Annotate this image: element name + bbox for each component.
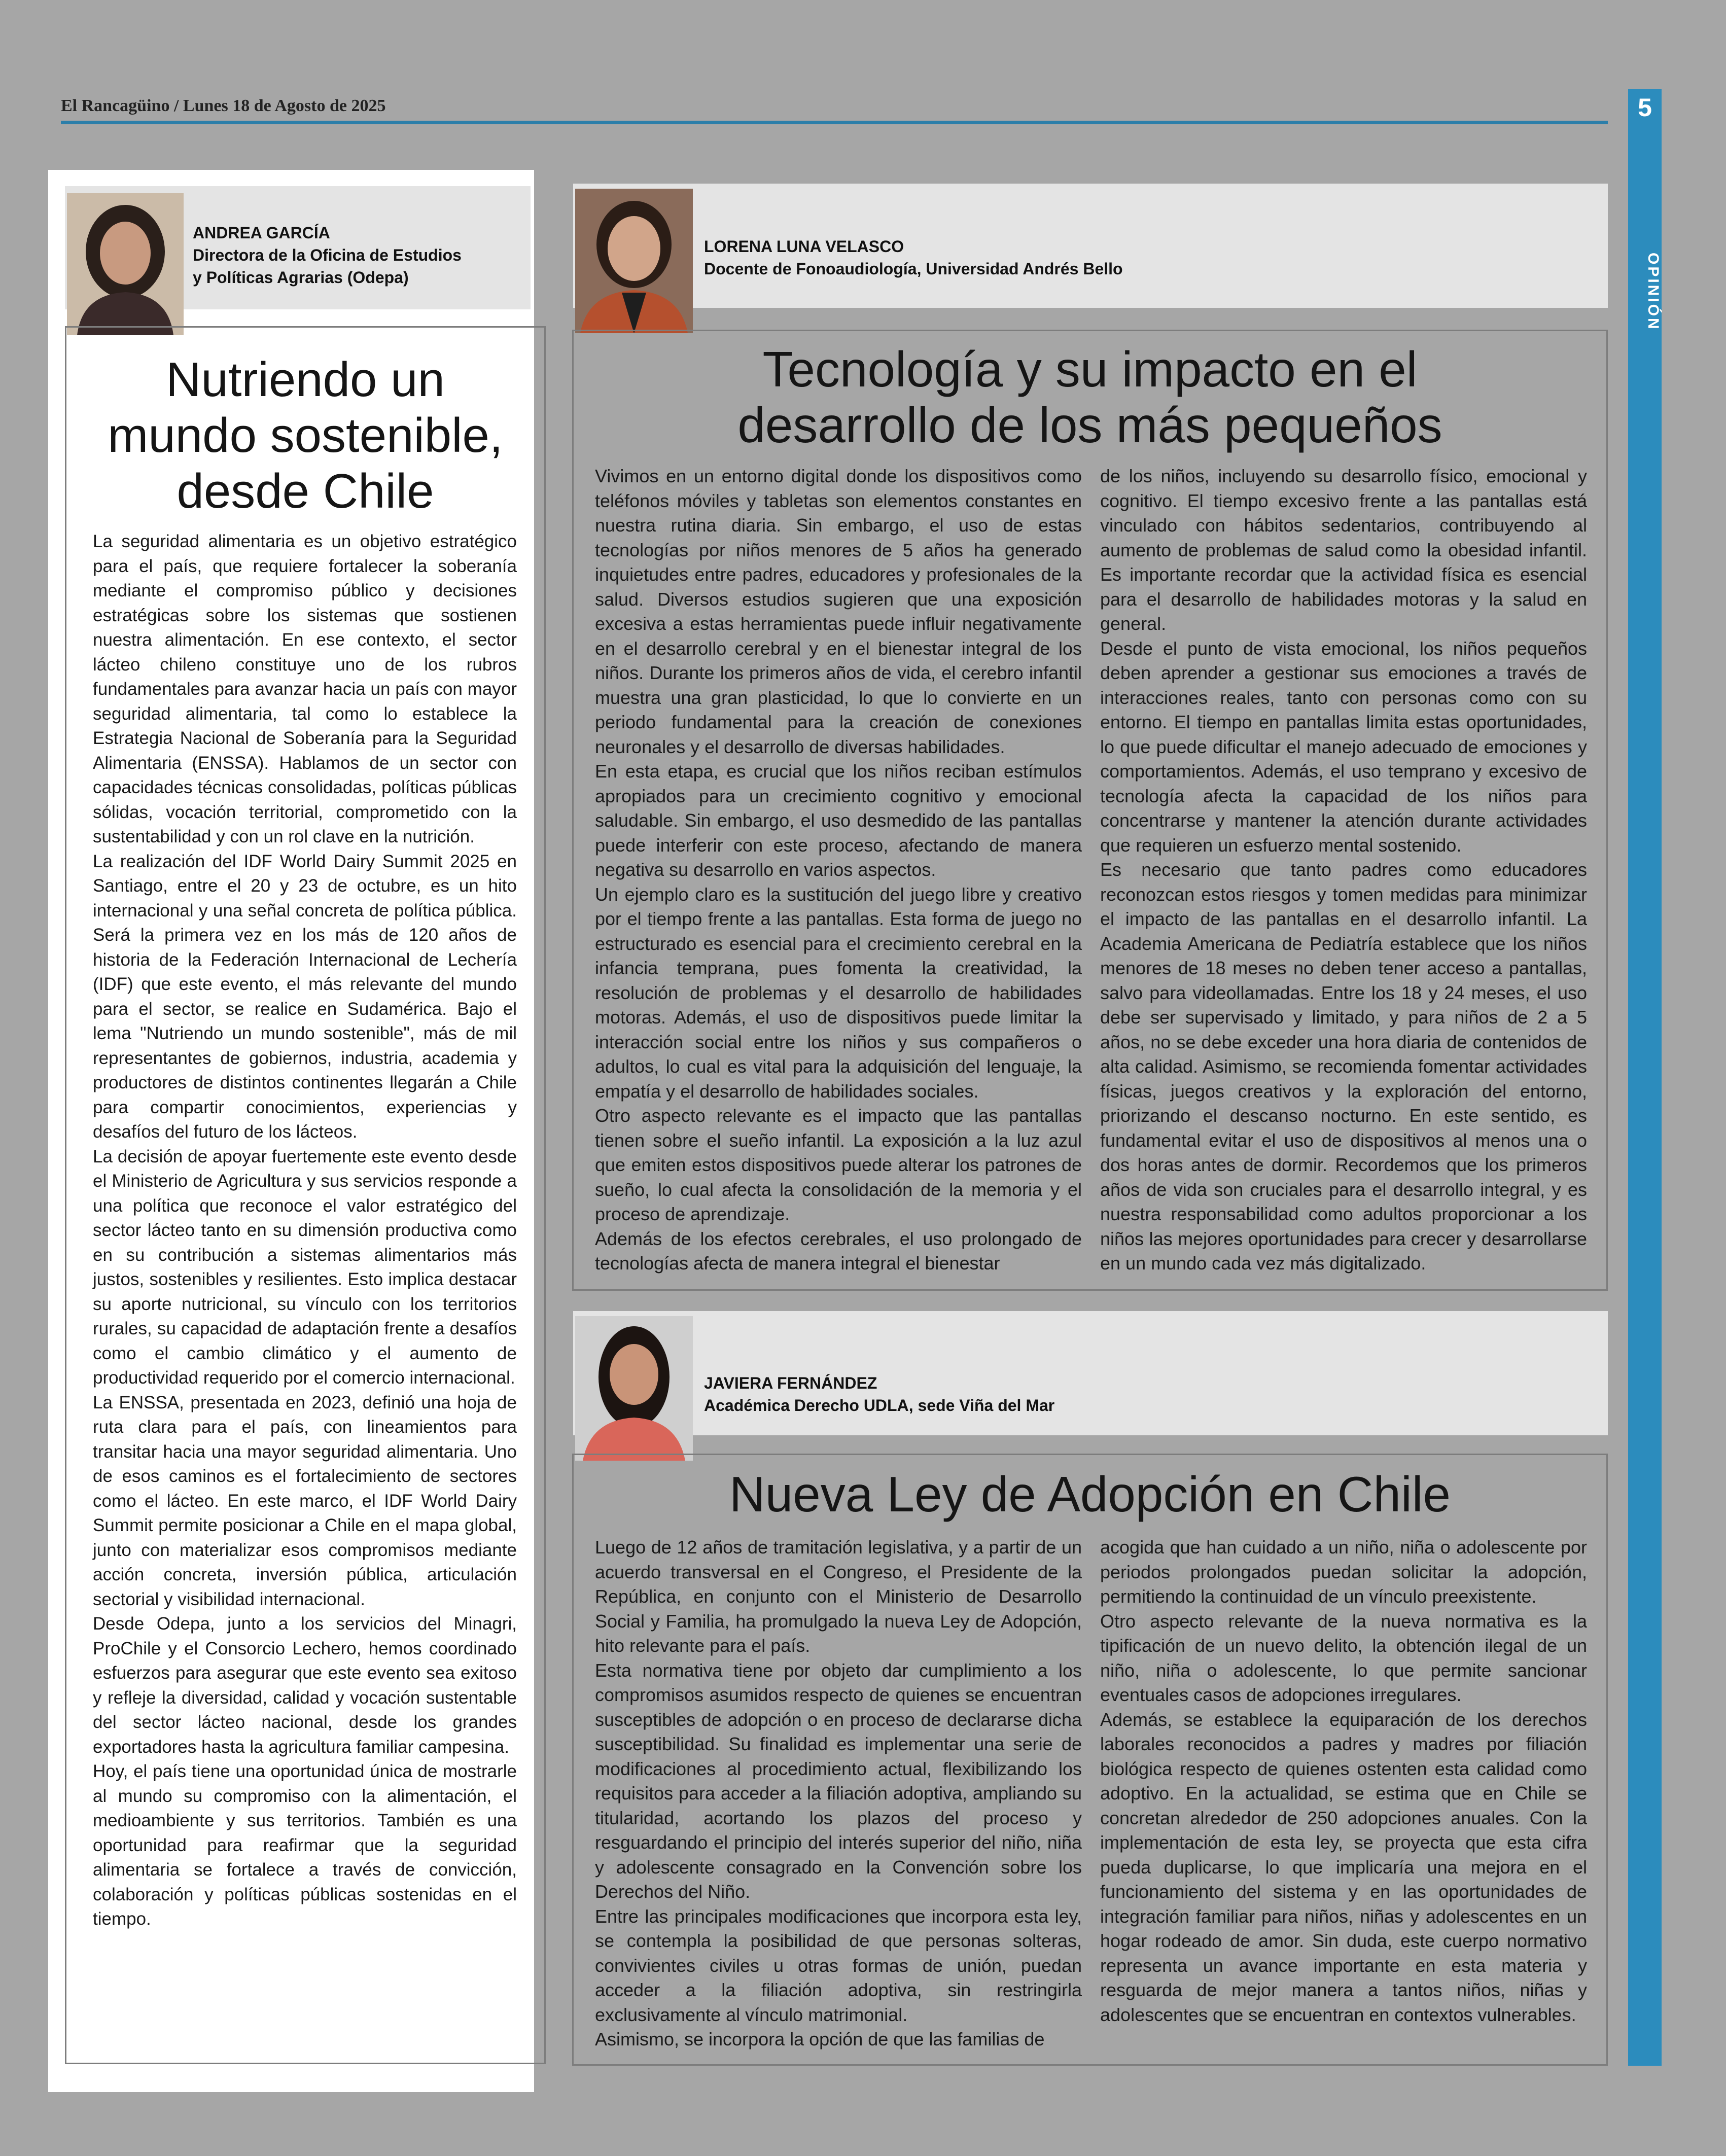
article-1-author-box (65, 186, 531, 309)
paragraph: Luego de 12 años de tramitación legislativa, y a partir de un acuerdo transversal en el Congreso, el Presidente de la República, en conjunto con el Ministerio de Desarrollo Social y Familia, ha promulgado la nueva Ley de Adopción, hito relevante para el país. (595, 1537, 1082, 1656)
author-name: LORENA LUNA VELASCO (704, 237, 904, 256)
paragraph: En esta etapa, es crucial que los niños reciban estímulos apropiados para un crecimiento cognitivo y emocional saludable. Sin embargo, el uso desmedido de las pantallas puede interferir con este proceso, afectando de manera negativa su desarrollo en varios aspectos. (595, 761, 1082, 880)
author-photo (575, 1316, 693, 1461)
author-role: Docente de Fonoaudiología, Universidad Andrés Bello (704, 260, 1123, 278)
paragraph: Entre las principales modificaciones que incorpora esta ley, se contempla la posibilidad de que personas solteras, convivientes civiles u otras formas de unión, puedan acceder a la filiación adoptiva, sin restringirla exclusivamente al vínculo matrimonial. (595, 1905, 1082, 2025)
paragraph: Desde el punto de vista emocional, los niños pequeños deben aprender a gestionar sus emociones a través de interacciones reales, tanto con personas como con su entorno. El tiempo en pantallas limita estas oportunidades, lo que puede dificultar el manejo adecuado de emociones y comportamientos. Además, el uso temprano y excesivo de tecnología afecta la capacidad de los niños para concentrarse y mantener la atención durante actividades que requieren un esfuerzo mental sostenido. (1100, 638, 1587, 856)
article-3-author-box (573, 1311, 1608, 1435)
paragraph: Desde Odepa, junto a los servicios del Minagri, ProChile y el Consorcio Lechero, hemos coordinado esfuerzos para asegurar que este evento sea exitoso y refleje la diversidad, calidad y vocación sustentable del sector lácteo nacional, desde los grandes exportadores hasta la agricultura familiar campesina. (93, 1614, 517, 1757)
person-icon (575, 189, 693, 333)
paragraph: Además, se establece la equiparación de los derechos laborales reconocidos a padres y madres por filiación biológica respecto de quienes ostenten esta calidad como adoptivo. En la actualidad, se estima que en Chile se concretan alrededor de 250 adopciones anuales. Con la implementación de esta ley, se proyecta que esta cifra pueda duplicarse, lo que implicaría una mejora en el funcionamiento del sistema y en las oportunidades de integración familiar para niños, niñas y adolescentes en un hogar rodeado de amor. Sin duda, este cuerpo normativo representa un avance importante en esta materia y resguarda de mejor manera a tantos niños, niñas y adolescentes que se encuentran en contextos vulnerables. (1100, 1709, 1587, 2025)
article-3-frame (572, 1454, 1608, 2066)
person-icon (575, 1316, 693, 1461)
paragraph: Vivimos en un entorno digital donde los dispositivos como teléfonos móviles y tabletas son elementos constantes en nuestra rutina diaria. Sin embargo, el uso de estas tecnologías por niños menores de 5 años ha generado inquietudes entre padres, educadores y profesionales de la salud. Diversos estudios sugieren que una exposición excesiva a estas herramientas puede influir negativamente en el desarrollo cerebral y en el bienestar integral de los niños. Durante los primeros años de vida, el cerebro infantil muestra una gran plasticidad, lo que lo convierte en un periodo fundamental para la creación de conexiones neuronales y el desarrollo de diversas habilidades. (595, 466, 1082, 757)
paragraph: La seguridad alimentaria es un objetivo estratégico para el país, que requiere fortalecer la soberanía mediante el compromiso público y decisiones estratégicas sobre los sistemas que sostienen nuestra alimentación. En ese contexto, el sector lácteo chileno constituye uno de los rubros fundamentales para avanzar hacia un país con mayor seguridad alimentaria, tal como lo establece la Estrategia Nacional de Soberanía para la Seguridad Alimentaria (ENSSA). Hablamos de un sector con capacidades técnicas consolidadas, políticas públicas sólidas, vocación territorial, comprometido con la sustentabilidad y con un rol clave en la nutrición. (93, 532, 517, 846)
section-label: OPINIÓN (1645, 252, 1662, 331)
paragraph: Además de los efectos cerebrales, el uso prolongado de tecnologías afecta de manera integral el bienestar (595, 1228, 1082, 1274)
article-2-author-box (573, 184, 1608, 308)
paragraph: Otro aspecto relevante de la nueva normativa es la tipificación de un nuevo delito, la obtención ilegal de un niño, niña o adolescente, lo que permite sancionar eventuales casos de adopciones irregulares. (1100, 1610, 1587, 1705)
paragraph: Hoy, el país tiene una oportunidad única de mostrarle al mundo su compromiso con la alimentación, el medioambiente y sus territorios. También es una oportunidad para reafirmar que la seguridad alimentaria se fortalece a través de convicción, colaboración y políticas públicas sostenidas en el tiempo. (93, 1761, 517, 1929)
author-role: Directora de la Oficina de Estudios (193, 246, 462, 264)
paragraph: Un ejemplo claro es la sustitución del juego libre y creativo por el tiempo frente a las pantallas. Esta forma de juego no estructurado es esencial para el crecimiento cerebral en la infancia temprana, pues fomenta la creatividad, la resolución de problemas y el desarrollo de habilidades motoras. Además, el uso de dispositivos puede limitar la interacción social entre los niños y sus compañeros o adultos, lo cual es vital para la adquisición del lenguaje, la empatía y el desarrollo de habilidades sociales. (595, 883, 1082, 1102)
page-number: 5 (1638, 93, 1652, 122)
title-line: mundo sostenible, (108, 408, 503, 463)
section-sidebar (1628, 89, 1662, 2066)
article-1-frame (65, 326, 546, 2064)
author-photo (67, 193, 184, 335)
article-column-2 (1100, 464, 1587, 1276)
article-column-1 (595, 464, 1082, 1276)
article-column-1 (595, 1535, 1082, 2052)
article-column-2 (1100, 1535, 1587, 2027)
article-title (574, 1466, 1606, 1522)
title-line: desarrollo de los más pequeños (737, 397, 1442, 453)
paragraph: Asimismo, se incorpora la opción de que las familias de (595, 2029, 1045, 2049)
article-body (93, 529, 517, 1932)
title-line: desde Chile (177, 464, 434, 518)
paragraph: La decisión de apoyar fuertemente este evento desde el Ministerio de Agricultura y sus servicios responde a una política que reconoce el valor estratégico del sector lácteo tanto en su dimensión productiva como en su contribución a sistemas alimentarios más justos, sostenibles y resilientes. Esto implica destacar su aporte nutricional, su vínculo con los territorios rurales, su capacidad de adaptación frente a desafíos como el cambio climático y el aumento de productividad requerido por el comercio internacional. (93, 1146, 517, 1388)
paragraph: La ENSSA, presentada en 2023, definió una hoja de ruta clara para el país, con lineamientos para transitar hacia una mayor seguridad alimentaria. Uno de esos caminos es el fortalecimiento de sectores como el lácteo. En este marco, el IDF World Dairy Summit permite posicionar a Chile en el mapa global, junto con materializar esos compromisos mediante acción concreta, inversión pública, articulación sectorial y visibilidad internacional. (93, 1392, 517, 1609)
paragraph: Es necesario que tanto padres como educadores reconozcan estos riesgos y tomen medidas para minimizar el impacto de las pantallas en el desarrollo infantil. La Academia Americana de Pediatría establece que los niños menores de 18 meses no deben tener acceso a pantallas, salvo para videollamadas. Entre los 18 y 24 meses, el uso debe ser supervisado y limitado, y para niños de 2 a 5 años, no se debe exceder una hora diaria de contenidos de alta calidad. Asimismo, se recomienda fomentar actividades físicas, juegos creativos y la exploración del entorno, priorizando el descanso nocturno. En este sentido, es fundamental evitar el uso de dispositivos al menos una o dos horas antes de dormir. Recordemos que los primeros años de vida son cruciales para el desarrollo integral, y es nuestra responsabilidad como adultos proporcionar a los niños las mejores oportunidades para crecer y desarrollarse en un mundo cada vez más digitalizado. (1100, 859, 1587, 1274)
masthead: El Rancagüino / Lunes 18 de Agosto de 2025 (61, 96, 386, 115)
paragraph: Otro aspecto relevante es el impacto que las pantallas tienen sobre el sueño infantil. La exposición a la luz azul que emiten estos dispositivos puede alterar los patrones de sueño, lo cual afecta la consolidación de la memoria y el proceso de aprendizaje. (595, 1105, 1082, 1224)
paragraph: La realización del IDF World Dairy Summit 2025 en Santiago, entre el 20 y 23 de octubre, es un hito internacional y una señal concreta de política pública. Será la primera vez en los más de 120 años de historia de la Federación Internacional de Lechería (IDF) que este evento, el más relevante del mundo para el sector, se realice en Sudamérica. Bajo el lema "Nutriendo un mundo sostenible", más de mil representantes de gobiernos, industria, academia y productores de distintos continentes llegarán a Chile para compartir conocimientos, experiencias y desafíos del futuro de los lácteos. (93, 851, 517, 1142)
article-title (574, 341, 1606, 453)
paragraph: acogida que han cuidado a un niño, niña o adolescente por periodos prolongados puedan solicitar la adopción, permitiendo la continuidad de un vínculo preexistente. (1100, 1537, 1587, 1607)
author-name: JAVIERA FERNÁNDEZ (704, 1374, 877, 1392)
paragraph: Esta normativa tiene por objeto dar cumplimiento a los compromisos asumidos respecto de quienes se encuentran susceptibles de adopción o en proceso de declararse dicha susceptibilidad. Su finalidad es implementar una serie de modificaciones al procedimiento actual, flexibilizando los requisitos para acceder a la filiación adoptiva, ampliando su titularidad, acortando los plazos del proceso y resguardando el principio del interés superior del niño, niña y adolescente consagrado en la Convención sobre los Derechos del Niño. (595, 1659, 1082, 1902)
article-title (66, 352, 544, 519)
paragraph: de los niños, incluyendo su desarrollo físico, emocional y cognitivo. El tiempo excesivo frente a las pantallas está vinculado con hábitos sedentarios, contribuyendo al aumento de problemas de salud como la obesidad infantil. Es importante recordar que la actividad física es esencial para el desarrollo de habilidades motoras y la salud en general. (1100, 466, 1587, 634)
author-role: y Políticas Agrarias (Odepa) (193, 268, 409, 287)
author-role: Académica Derecho UDLA, sede Viña del Mar (704, 1396, 1055, 1415)
author-name: ANDREA GARCÍA (193, 224, 330, 242)
title-line: Tecnología y su impacto en el (762, 341, 1418, 397)
title-line: Nutriendo un (166, 352, 445, 407)
header-rule (61, 121, 1608, 124)
title-line: Nueva Ley de Adopción en Chile (729, 1466, 1451, 1522)
author-photo (575, 189, 693, 333)
article-2-frame (572, 330, 1608, 1291)
person-icon (67, 193, 184, 335)
